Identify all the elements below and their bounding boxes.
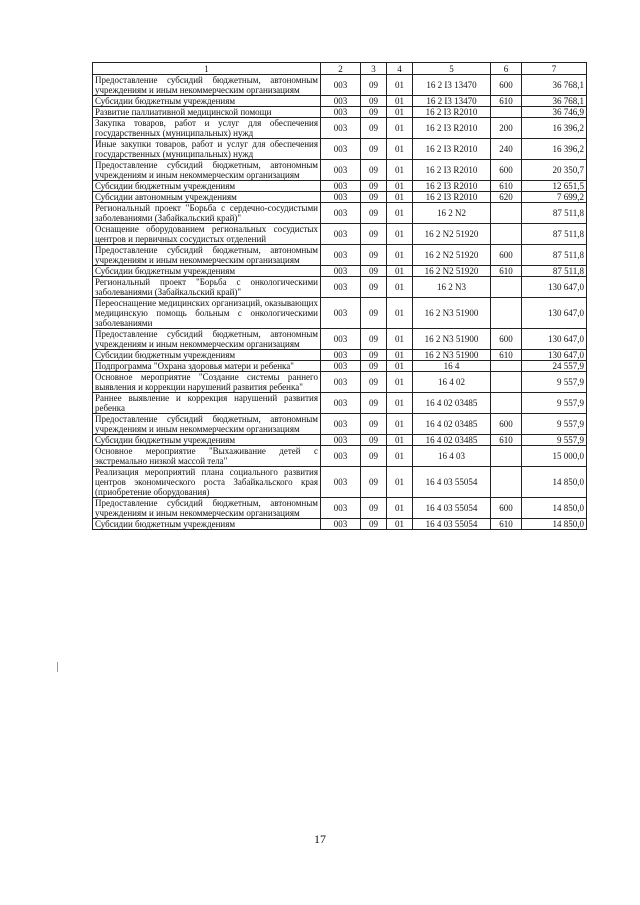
row-sum: 9 557,9 <box>522 393 587 414</box>
row-section-code: 09 <box>361 519 387 530</box>
row-sum: 12 651,5 <box>522 181 587 192</box>
row-sum: 130 647,0 <box>522 350 587 361</box>
table-row <box>93 446 587 467</box>
row-section-code: 09 <box>361 203 387 224</box>
table-row <box>93 298 587 329</box>
row-ministry-code: 003 <box>321 372 361 393</box>
row-section-code: 09 <box>361 393 387 414</box>
row-target-code: 16 4 03 55054 <box>413 519 491 530</box>
row-ministry-code: 003 <box>321 75 361 96</box>
row-target-code: 16 2 I3 13470 <box>413 75 491 96</box>
row-section-code: 09 <box>361 118 387 139</box>
header-col-6: 6 <box>491 63 522 75</box>
row-target-code: 16 4 02 03485 <box>413 393 491 414</box>
row-target-code: 16 2 N2 51920 <box>413 266 491 277</box>
row-section-code: 09 <box>361 107 387 118</box>
row-expense-type-code: 610 <box>491 181 522 192</box>
row-subsection-code: 01 <box>387 203 413 224</box>
row-sum: 87 511,8 <box>522 224 587 245</box>
table-row <box>93 372 587 393</box>
row-ministry-code: 003 <box>321 266 361 277</box>
row-name: Субсидии бюджетным учреждениям <box>93 266 321 277</box>
row-section-code: 09 <box>361 372 387 393</box>
row-name: Развитие паллиативной медицинской помощи <box>93 107 321 118</box>
row-target-code: 16 2 I3 R2010 <box>413 181 491 192</box>
table-row <box>93 192 587 203</box>
row-target-code: 16 2 N3 51900 <box>413 350 491 361</box>
row-name: Раннее выявление и коррекция нарушений развития ребенка <box>93 393 321 414</box>
row-expense-type-code: 620 <box>491 192 522 203</box>
row-name: Субсидии автономным учреждениям <box>93 192 321 203</box>
page-number: 17 <box>314 832 326 846</box>
row-section-code: 09 <box>361 414 387 435</box>
table-row <box>93 75 587 96</box>
row-name: Субсидии бюджетным учреждениям <box>93 435 321 446</box>
row-expense-type-code <box>491 203 522 224</box>
row-target-code: 16 2 N2 51920 <box>413 245 491 266</box>
row-sum: 7 699,2 <box>522 192 587 203</box>
row-subsection-code: 01 <box>387 96 413 107</box>
row-target-code: 16 2 I3 R2010 <box>413 192 491 203</box>
table-row <box>93 139 587 160</box>
row-subsection-code: 01 <box>387 160 413 181</box>
row-target-code: 16 4 <box>413 361 491 372</box>
row-ministry-code: 003 <box>321 498 361 519</box>
row-expense-type-code: 200 <box>491 118 522 139</box>
row-expense-type-code <box>491 277 522 298</box>
row-sum: 14 850,0 <box>522 498 587 519</box>
row-ministry-code: 003 <box>321 435 361 446</box>
row-sum: 14 850,0 <box>522 467 587 498</box>
row-subsection-code: 01 <box>387 498 413 519</box>
row-ministry-code: 003 <box>321 414 361 435</box>
row-name: Субсидии бюджетным учреждениям <box>93 350 321 361</box>
row-section-code: 09 <box>361 160 387 181</box>
row-target-code: 16 4 03 55054 <box>413 467 491 498</box>
table-row <box>93 277 587 298</box>
table-row <box>93 160 587 181</box>
row-sum: 20 350,7 <box>522 160 587 181</box>
row-subsection-code: 01 <box>387 329 413 350</box>
row-sum: 87 511,8 <box>522 266 587 277</box>
row-section-code: 09 <box>361 329 387 350</box>
row-expense-type-code: 600 <box>491 75 522 96</box>
row-expense-type-code: 610 <box>491 435 522 446</box>
row-expense-type-code <box>491 224 522 245</box>
row-name: Субсидии бюджетным учреждениям <box>93 519 321 530</box>
row-section-code: 09 <box>361 435 387 446</box>
row-name: Закупка товаров, работ и услуг для обеспечения государственных (муниципальных) нужд <box>93 118 321 139</box>
row-name: Региональный проект "Борьба с сердечно-сосудистыми заболеваниями (Забайкальский край)" <box>93 203 321 224</box>
row-name: Подпрограмма "Охрана здоровья матери и ребенка" <box>93 361 321 372</box>
table-row <box>93 361 587 372</box>
table-row <box>93 245 587 266</box>
row-subsection-code: 01 <box>387 467 413 498</box>
row-name: Предоставление субсидий бюджетным, автономным учреждениям и иным некоммерческим организациям <box>93 75 321 96</box>
row-target-code: 16 2 I3 R2010 <box>413 107 491 118</box>
row-expense-type-code: 600 <box>491 245 522 266</box>
table-row <box>93 350 587 361</box>
row-expense-type-code: 610 <box>491 96 522 107</box>
row-section-code: 09 <box>361 350 387 361</box>
row-expense-type-code: 610 <box>491 519 522 530</box>
row-section-code: 09 <box>361 266 387 277</box>
table-row <box>93 329 587 350</box>
row-sum: 130 647,0 <box>522 277 587 298</box>
row-subsection-code: 01 <box>387 446 413 467</box>
row-ministry-code: 003 <box>321 107 361 118</box>
row-expense-type-code: 610 <box>491 266 522 277</box>
margin-mark <box>57 662 58 672</box>
row-expense-type-code <box>491 361 522 372</box>
row-section-code: 09 <box>361 96 387 107</box>
row-subsection-code: 01 <box>387 107 413 118</box>
row-name: Оснащение оборудованием региональных сосудистых центров и первичных сосудистых отделений <box>93 224 321 245</box>
row-expense-type-code: 600 <box>491 414 522 435</box>
row-expense-type-code <box>491 393 522 414</box>
row-subsection-code: 01 <box>387 350 413 361</box>
row-subsection-code: 01 <box>387 277 413 298</box>
header-col-4: 4 <box>387 63 413 75</box>
row-ministry-code: 003 <box>321 298 361 329</box>
row-name: Региональный проект "Борьба с онкологическими заболеваниями (Забайкальский край)" <box>93 277 321 298</box>
row-ministry-code: 003 <box>321 139 361 160</box>
row-section-code: 09 <box>361 139 387 160</box>
row-ministry-code: 003 <box>321 181 361 192</box>
row-ministry-code: 003 <box>321 245 361 266</box>
row-section-code: 09 <box>361 498 387 519</box>
row-target-code: 16 4 03 55054 <box>413 498 491 519</box>
table-body <box>93 63 587 530</box>
row-ministry-code: 003 <box>321 160 361 181</box>
table-row <box>93 203 587 224</box>
row-target-code: 16 4 02 03485 <box>413 435 491 446</box>
row-section-code: 09 <box>361 277 387 298</box>
row-name: Иные закупки товаров, работ и услуг для обеспечения государственных (муниципальных) нужд <box>93 139 321 160</box>
table-row <box>93 224 587 245</box>
row-target-code: 16 2 N2 <box>413 203 491 224</box>
header-col-3: 3 <box>361 63 387 75</box>
row-sum: 36 768,1 <box>522 96 587 107</box>
table-row <box>93 519 587 530</box>
row-target-code: 16 4 02 <box>413 372 491 393</box>
row-sum: 130 647,0 <box>522 329 587 350</box>
row-expense-type-code <box>491 372 522 393</box>
row-expense-type-code <box>491 467 522 498</box>
row-section-code: 09 <box>361 245 387 266</box>
row-section-code: 09 <box>361 181 387 192</box>
row-expense-type-code: 610 <box>491 350 522 361</box>
row-target-code: 16 2 I3 R2010 <box>413 139 491 160</box>
row-sum: 14 850,0 <box>522 519 587 530</box>
row-sum: 9 557,9 <box>522 435 587 446</box>
table-row <box>93 414 587 435</box>
row-subsection-code: 01 <box>387 372 413 393</box>
row-name: Субсидии бюджетным учреждениям <box>93 96 321 107</box>
row-name: Предоставление субсидий бюджетным, автономным учреждениям и иным некоммерческим организациям <box>93 498 321 519</box>
row-ministry-code: 003 <box>321 329 361 350</box>
row-target-code: 16 2 N3 <box>413 277 491 298</box>
table-row <box>93 118 587 139</box>
row-target-code: 16 2 I3 R2010 <box>413 160 491 181</box>
row-ministry-code: 003 <box>321 192 361 203</box>
row-ministry-code: 003 <box>321 350 361 361</box>
row-name: Предоставление субсидий бюджетным, автономным учреждениям и иным некоммерческим организациям <box>93 245 321 266</box>
table-row <box>93 393 587 414</box>
row-subsection-code: 01 <box>387 118 413 139</box>
row-sum: 36 768,1 <box>522 75 587 96</box>
row-expense-type-code: 240 <box>491 139 522 160</box>
table-row <box>93 96 587 107</box>
row-target-code: 16 4 03 <box>413 446 491 467</box>
table-row <box>93 467 587 498</box>
table-row <box>93 266 587 277</box>
row-expense-type-code: 600 <box>491 160 522 181</box>
row-name: Субсидии бюджетным учреждениям <box>93 181 321 192</box>
row-subsection-code: 01 <box>387 519 413 530</box>
table-row <box>93 181 587 192</box>
row-subsection-code: 01 <box>387 181 413 192</box>
row-target-code: 16 2 N2 51920 <box>413 224 491 245</box>
row-ministry-code: 003 <box>321 118 361 139</box>
row-ministry-code: 003 <box>321 277 361 298</box>
row-subsection-code: 01 <box>387 393 413 414</box>
row-subsection-code: 01 <box>387 245 413 266</box>
table-row <box>93 498 587 519</box>
row-section-code: 09 <box>361 224 387 245</box>
row-ministry-code: 003 <box>321 203 361 224</box>
row-ministry-code: 003 <box>321 519 361 530</box>
row-target-code: 16 2 N3 51900 <box>413 298 491 329</box>
row-sum: 16 396,2 <box>522 118 587 139</box>
table-header-row <box>93 63 587 75</box>
row-sum: 9 557,9 <box>522 414 587 435</box>
budget-table <box>92 62 587 530</box>
header-col-1: 1 <box>93 63 321 75</box>
row-target-code: 16 2 N3 51900 <box>413 329 491 350</box>
row-section-code: 09 <box>361 467 387 498</box>
row-subsection-code: 01 <box>387 266 413 277</box>
row-section-code: 09 <box>361 446 387 467</box>
row-ministry-code: 003 <box>321 361 361 372</box>
row-section-code: 09 <box>361 75 387 96</box>
row-subsection-code: 01 <box>387 298 413 329</box>
row-name: Реализация мероприятий плана социального развития центров экономического роста Забайкальского края (приобретение оборудования) <box>93 467 321 498</box>
row-section-code: 09 <box>361 298 387 329</box>
row-target-code: 16 4 02 03485 <box>413 414 491 435</box>
header-col-5: 5 <box>413 63 491 75</box>
row-sum: 16 396,2 <box>522 139 587 160</box>
row-expense-type-code <box>491 298 522 329</box>
row-expense-type-code <box>491 107 522 118</box>
row-section-code: 09 <box>361 361 387 372</box>
row-ministry-code: 003 <box>321 467 361 498</box>
table-row <box>93 107 587 118</box>
row-name: Основное мероприятие "Выхаживание детей с экстремально низкой массой тела" <box>93 446 321 467</box>
row-expense-type-code <box>491 446 522 467</box>
header-col-2: 2 <box>321 63 361 75</box>
row-sum: 24 557,9 <box>522 361 587 372</box>
row-sum: 36 746,9 <box>522 107 587 118</box>
row-name: Основное мероприятие "Создание системы раннего выявления и коррекции нарушений развития ребенка" <box>93 372 321 393</box>
row-subsection-code: 01 <box>387 414 413 435</box>
row-subsection-code: 01 <box>387 361 413 372</box>
row-sum: 9 557,9 <box>522 372 587 393</box>
row-target-code: 16 2 I3 R2010 <box>413 118 491 139</box>
row-subsection-code: 01 <box>387 224 413 245</box>
row-ministry-code: 003 <box>321 393 361 414</box>
row-sum: 130 647,0 <box>522 298 587 329</box>
row-subsection-code: 01 <box>387 435 413 446</box>
row-ministry-code: 003 <box>321 96 361 107</box>
row-name: Предоставление субсидий бюджетным, автономным учреждениям и иным некоммерческим организациям <box>93 160 321 181</box>
row-subsection-code: 01 <box>387 139 413 160</box>
header-col-7: 7 <box>522 63 587 75</box>
row-ministry-code: 003 <box>321 224 361 245</box>
table-row <box>93 435 587 446</box>
row-sum: 87 511,8 <box>522 203 587 224</box>
row-subsection-code: 01 <box>387 192 413 203</box>
row-name: Предоставление субсидий бюджетным, автономным учреждениям и иным некоммерческим организациям <box>93 329 321 350</box>
row-subsection-code: 01 <box>387 75 413 96</box>
row-name: Предоставление субсидий бюджетным, автономным учреждениям и иным некоммерческим организациям <box>93 414 321 435</box>
row-target-code: 16 2 I3 13470 <box>413 96 491 107</box>
row-expense-type-code: 600 <box>491 329 522 350</box>
row-expense-type-code: 600 <box>491 498 522 519</box>
row-sum: 87 511,8 <box>522 245 587 266</box>
row-ministry-code: 003 <box>321 446 361 467</box>
row-sum: 15 000,0 <box>522 446 587 467</box>
row-name: Переоснащение медицинских организаций, оказывающих медицинскую помощь больным с онкологическими заболеваниями <box>93 298 321 329</box>
row-section-code: 09 <box>361 192 387 203</box>
